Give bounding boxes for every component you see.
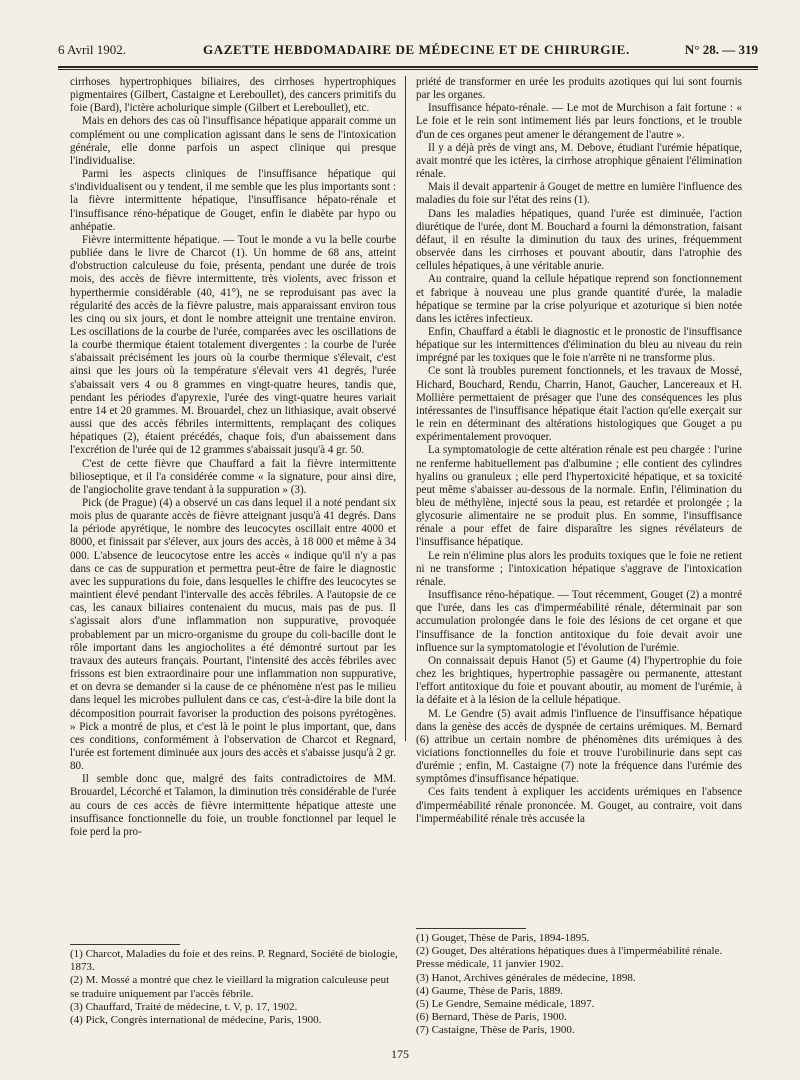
paragraph: Il y a déjà près de vingt ans, M. Debove, étudiant l'urémie hépatique, avait montré que les ictères, la cirrhose atrophique gênaient l'élimination rénale. <box>416 141 742 181</box>
footnote: (2) Gouget, Des altérations hépatiques dues à l'imperméabilité rénale. Presse médicale, 11 janvier 1902. <box>416 945 723 971</box>
footnote: (1) Gouget, Thèse de Paris, 1894-1895. <box>416 932 590 944</box>
paragraph: C'est de cette fièvre que Chauffard a fait la fièvre intermittente bilioseptique, et il l'a considérée comme « la signature, pour ainsi dire, de l'angiocholite grave tendant à la suppuration » (3). <box>70 457 396 496</box>
paragraph: Ce sont là troubles purement fonctionnels, et les travaux de Mossé, Hichard, Bouchard, Rendu, Charrin, Hanot, Gaucher, Lancereaux et H. Mollière permettaient de présager que l'une des conséquences les plus intéressantes de l'insuffisance hépatique était l'action qu'elle exerçait sur le rein en déterminant des altérations histologiques que Gouget a pu expérimentalement provoquer. <box>416 365 742 444</box>
paragraph: priété de transformer en urée les produits azotiques qui lui sont fournis par les organes. <box>416 76 742 102</box>
footnote: (3) Chauffard, Traité de médecine, t. V, p. 17, 1902. <box>70 1000 298 1013</box>
footnote: (4) Gaume, Thèse de Paris, 1889. <box>416 984 564 997</box>
footnote: (3) Hanot, Archives générales de médecine, 1898. <box>416 971 636 984</box>
paragraph: Mais en dehors des cas où l'insuffisance hépatique apparait comme un complément ou une complication agissant dans le sens de l'intoxication générale, elle donne parfois un aspect clinique qui presque l'individualise. <box>70 115 396 167</box>
footnote-rule-right <box>416 928 526 929</box>
left-footnotes <box>70 948 400 1027</box>
paragraph: Insuffisance réno-hépatique. — Tout récemment, Gouget (2) a montré que l'urée, dans les cas d'imperméabilité rénale, déterminait par son accumulation prolongée dans le foie des lésions de cet organe et que l'insuffisance de la fonction antitoxique du foie devait avoir une influence sur la symptomatologie et l'évolution de l'urémie. <box>416 589 742 654</box>
paragraph: Dans les maladies hépatiques, quand l'urée est diminuée, l'action diurétique de l'urée, dont M. Bouchard a fourni la démonstration, faisant défaut, il en résulte la diminution du taux des urines, fréquemment observée dans les cirrhoses et pouvant aboutir, dans l'atrophie des cellules hépatiques, à une véritable anurie. <box>416 207 742 273</box>
footnote: (2) M. Mossé a montré que chez le vieillard la migration calculeuse peut se traduire uniquement par l'accès fébrile. <box>70 974 390 1000</box>
paragraph: Il semble donc que, malgré des faits contradictoires de MM. Brouardel, Lécorché et Talamon, la diminution très considérable de l'urée au cours de ces accès de fièvre intermittente hépatique atteste une insuffisance fonctionnelle du foie, un trouble fonctionnel par lequel le foie perd la pro- <box>70 773 397 838</box>
issue-number-page: N° 28. — 319 <box>684 42 758 57</box>
paragraph: Au contraire, quand la cellule hépatique reprend son fonctionnement et fabrique à nouveau une plus grande quantité d'urée, la maladie hépatique se termine par la crise polyurique et azoturique si bien notée dans les ictères infectieux. <box>416 273 742 325</box>
paragraph: Pick (de Prague) (4) a observé un cas dans lequel il a noté pendant six mois plus de quarante accès de fièvre atteignant jusqu'à 41 degrés. Dans la période apyrétique, le nombre des leucocytes oscillait entre 4000 et 8000, et finissait par s'élever, aux jours des accès, à 18 000 et même à 34 000. L'absence de leucocytose entre les accès « indique qu'il n'y a pas dans ce cas de suppuration et permettra peut-être de faire le diagnostic avec les suppurations du foie, dans lesquelles le chiffre des leucocytes se maintient élevé pendant l'intervalle des accès fébriles. A l'autopsie de ce cas, les canaux biliaires contenaient du mucus, mais pas de pus. Il s'agissait alors d'une inflammation non suppurative, provoquée probablement par un micro-organisme du groupe du coli-bacille dont le rôle important dans les angiocholites a été démontré surtout par les travaux des auteurs français. Pourtant, l'intensité des accès fébriles avec frissons est bien extraordinaire pour une inflammation non suppurative, et on devra se demander si la cause de ce phénomène n'est pas le milieu dans lequel les microbes pullulent dans ce cas, c'est-à-dire la bile dont la décomposition pourrait favoriser la production des poisons pyrétogènes. » Pick a montré de plus, et c'est là le point le plus important, que, dans ces conditions, conformément à l'observation de Charcot et Regnard, l'urée est fortement diminuée aux jours des accès et s'abaisse jusqu'à 2 gr. 80. <box>70 497 396 773</box>
footnote: (6) Bernard, Thèse de Paris, 1900. <box>416 1011 567 1024</box>
column-divider <box>405 76 406 741</box>
left-column <box>70 76 396 839</box>
header-rule-thin <box>58 69 758 70</box>
footnote-rule-left <box>70 944 180 945</box>
paragraph: Le rein n'élimine plus alors les produits toxiques que le foie ne retient ni ne transforme ; l'intoxication hépatique s'aggrave de l'intoxication rénale. <box>416 549 742 588</box>
paragraph: Insuffisance hépato-rénale. — Le mot de Murchison a fait fortune : « Le foie et le rein sont intimement liés par leurs fonctions, et le trouble d'un de ces organes peut amener le dérangement de l'autre ». <box>416 102 742 141</box>
paragraph: On connaissait depuis Hanot (5) et Gaume (4) l'hypertrophie du foie chez les brightiques, hypertrophie passagère ou permanente, attestant l'effort antitoxique du foie et pouvant aboutir, au moment de l'urémie, à la défaite et à la lésion de la cellule hépatique. <box>416 654 742 707</box>
footnote: (7) Castaigne, Thèse de Paris, 1900. <box>416 1024 575 1037</box>
journal-title: GAZETTE HEBDOMADAIRE DE MÉDECINE ET DE CHIRURGIE. <box>203 42 630 57</box>
page-folio: 175 <box>391 1047 409 1061</box>
paragraph: La symptomatologie de cette altération rénale est peu chargée : l'urine ne renferme habituellement pas d'albumine ; elle contient des cylindres hyalins ou granuleux ; elle perd l'hypertoxicité hépatique, et sa toxicité peut même s'abaisser au-dessous de la normale. Enfin, l'élimination du bleu de méthylène, injecté sous la peau, est retardée et prolongée ; la glycosurie alimentaire ne se produit plus. En somme, l'insuffisance rénale a pour effet de faire disparaître les signes révélateurs de l'insuffisance hépatique. <box>416 444 742 549</box>
paragraph: cirrhoses hypertrophiques biliaires, des cirrhoses hypertrophiques pigmentaires (Gilbert, Castaigne et Lereboullet), des cancers primitifs du foie (Bard), l'ictère acholurique simple (Gilbert et Lereboullet), etc. <box>70 76 396 115</box>
paragraph: Enfin, Chauffard a établi le diagnostic et le pronostic de l'insuffisance hépatique sur les intermittences d'élimination du bleu au niveau du rein imprégné par les toxiques que le foie n'arrête ni ne transforme plus. <box>416 325 742 365</box>
paragraph: Fièvre intermittente hépatique. — Tout le monde a vu la belle courbe publiée dans le livre de Charcot (1). Un homme de 68 ans, atteint d'obstruction calculeuse du foie, présenta, pendant une durée de trois mois, des accès de fièvre intermittente, très violents, avec frisson et hyperthermie considérable (40, 41°), ne se reproduisant pas avec la régularité des accès de la fièvre palustre, mais apparaissant environ tous les cinq ou six jours, et dont le nombre atteignit une trentaine environ. Les oscillations de la courbe de l'urée, comparées avec les oscillations de la courbe thermique étaient totalement divergentes : la courbe de l'urée s'abaissait précisément les jours où la courbe thermique s'élevait, c'est ainsi que les jours où la température s'élevait vers 41 degrés, l'urée s'abaissait vers 4 ou 8 grammes en vingt-quatre heures, tandis que, pendant les périodes d'apyrexie, l'urée des vingt-quatre heures variait entre 14 et 20 grammes. M. Brouardel, chez un lithiasique, avait observé aussi que des accès fébriles intermittents, remplaçant des coliques hépatiques (2), étaient précédés, chaque fois, d'un abaissement dans l'excrétion de l'urée qui de 12 grammes s'abaissait jusqu'à 4 gr. 50. <box>70 233 396 457</box>
footnote: (5) Le Gendre, Semaine médicale, 1897. <box>416 998 595 1011</box>
right-footnotes <box>416 932 742 1038</box>
right-column <box>416 76 742 826</box>
paragraph: M. Le Gendre (5) avait admis l'influence de l'insuffisance hépatique dans la genèse des accès de dyspnée de certains urémiques. M. Bernard (6) attribue un certain nombre de phénomènes dits urémiques à des viciations fonctionnelles du foie et trouve l'urobilinurie dans sept cas d'urémie ; enfin, M. Castaigne (7) note la fréquence dans l'urémie des symptômes d'insuffisance hépatique. <box>416 707 742 786</box>
footnote: (4) Pick, Congrès international de médecine, Paris, 1900. <box>70 1014 322 1027</box>
paragraph: Ces faits tendent à expliquer les accidents urémiques en l'absence d'imperméabilité rénale prononcée. M. Gouget, au contraire, voit dans l'imperméabilité rénale très accusée la <box>416 786 742 825</box>
header-rule <box>58 66 758 68</box>
paragraph: Mais il devait appartenir à Gouget de mettre en lumière l'influence des maladies du foie sur l'état des reins (1). <box>416 181 742 207</box>
issue-date: 6 Avril 1902. <box>58 42 127 57</box>
footnote: (1) Charcot, Maladies du foie et des reins. P. Regnard, Société de biologie, 1873. <box>70 948 398 974</box>
running-header <box>58 42 758 62</box>
paragraph: Parmi les aspects cliniques de l'insuffisance hépatique qui s'individualisent ou y tendent, il me semble que les plus importants sont : la fièvre intermittente hépatique, l'insuffisance hépato-rénale et l'insuffisance réno-hépatique de Gouget, enfin le diabète par hypo ou anhépatie. <box>70 168 396 233</box>
